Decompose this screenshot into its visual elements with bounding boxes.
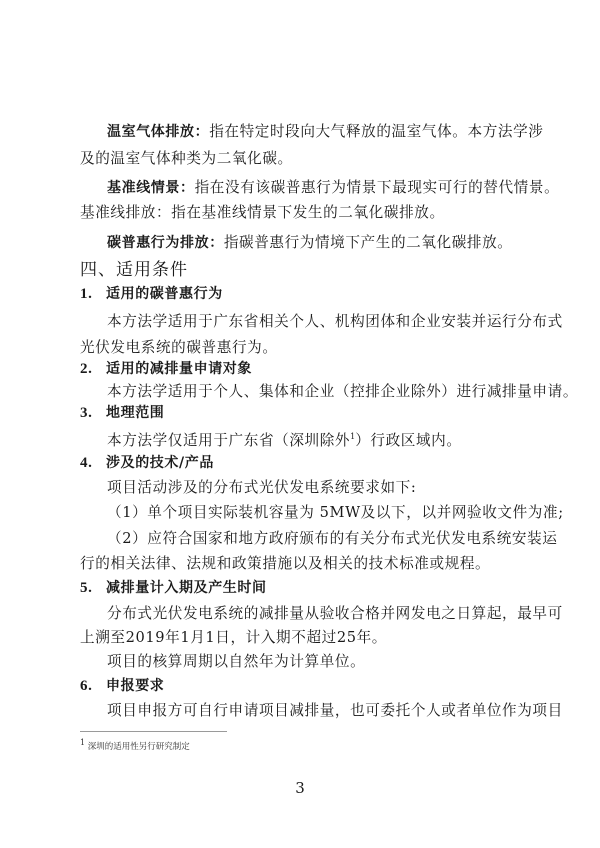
paragraph-line: 分布式光伏发电系统的减排量从验收合格并网发电之日算起，最早可 xyxy=(107,605,563,622)
subsection-heading-4: 4. 涉及的技术/产品 xyxy=(80,455,214,471)
page-number: 3 xyxy=(295,779,305,797)
footnote xyxy=(80,738,190,752)
section-title: 四、适用条件 xyxy=(80,260,188,280)
definition-term: 碳普惠行为排放： xyxy=(107,235,224,251)
definition-term: 基准线情景： xyxy=(107,180,195,196)
footnote-divider xyxy=(80,731,227,732)
paragraph-line: 本方法学仅适用于广东省（深圳除外$^1$）行政区域内。 xyxy=(107,431,462,449)
paragraph-line: 项目申报方可自行申请项目减排量，也可委托个人或者单位作为项目 xyxy=(107,702,563,719)
definition-text: 指在没有该碳普惠行为情景下最现实可行的替代情景。 xyxy=(194,179,560,196)
definition-baseline-scenario xyxy=(107,178,559,198)
definition-ghg-emission xyxy=(107,122,543,142)
definition-text: 指在特定时段向大气释放的温室气体。本方法学涉 xyxy=(209,123,544,140)
paragraph-line: 项目活动涉及的分布式光伏发电系统要求如下: xyxy=(107,479,417,496)
definition-term: 温室气体排放： xyxy=(107,124,210,140)
footnote-text: 深圳的适用性另行研究制定 xyxy=(87,741,190,752)
paragraph-line: （1）单个项目实际装机容量为 5MW及以下，以并网验收文件为准; xyxy=(107,504,564,521)
paragraph-line: 项目的核算周期以自然年为计算单位。 xyxy=(107,653,366,670)
subsection-heading-2: 2. 适用的减排量申请对象 xyxy=(80,361,252,377)
subsection-heading-1: 1. 适用的碳普惠行为 xyxy=(80,286,223,302)
definition-text: 指碳普惠行为情境下产生的二氧化碳排放。 xyxy=(223,234,513,251)
footnote-ref[interactable]: 1 xyxy=(350,432,356,441)
subsection-heading-6: 6. 申报要求 xyxy=(80,678,165,694)
subsection-heading-3: 3. 地理范围 xyxy=(80,405,165,421)
paragraph-line: 本方法学适用于广东省相关个人、机构团体和企业安装并运行分布式 xyxy=(107,313,563,330)
subsection-heading-5: 5. 减排量计入期及产生时间 xyxy=(80,580,267,596)
paragraph-line: 上溯至2019年1月1日，计入期不超过25年。 xyxy=(80,629,387,646)
paragraph-line: 光伏发电系统的碳普惠行为。 xyxy=(80,339,278,356)
definition-behavior-emission xyxy=(107,233,513,253)
definition-baseline-emission: 基准线排放：指在基准线情景下发生的二氧化碳排放。 xyxy=(80,204,445,221)
paragraph-line: 行的相关法律、法规和政策措施以及相关的技术标准或规程。 xyxy=(80,555,491,572)
definition-text-cont: 及的温室气体种类为二氧化碳。 xyxy=(80,150,293,167)
paragraph-line: （2）应符合国家和地方政府颁布的有关分布式光伏发电系统安装运 xyxy=(107,530,558,547)
paragraph-line: 本方法学适用于个人、集体和企业（控排企业除外）进行减排量申请。 xyxy=(107,383,579,400)
footnote-marker: 1 xyxy=(80,738,86,747)
